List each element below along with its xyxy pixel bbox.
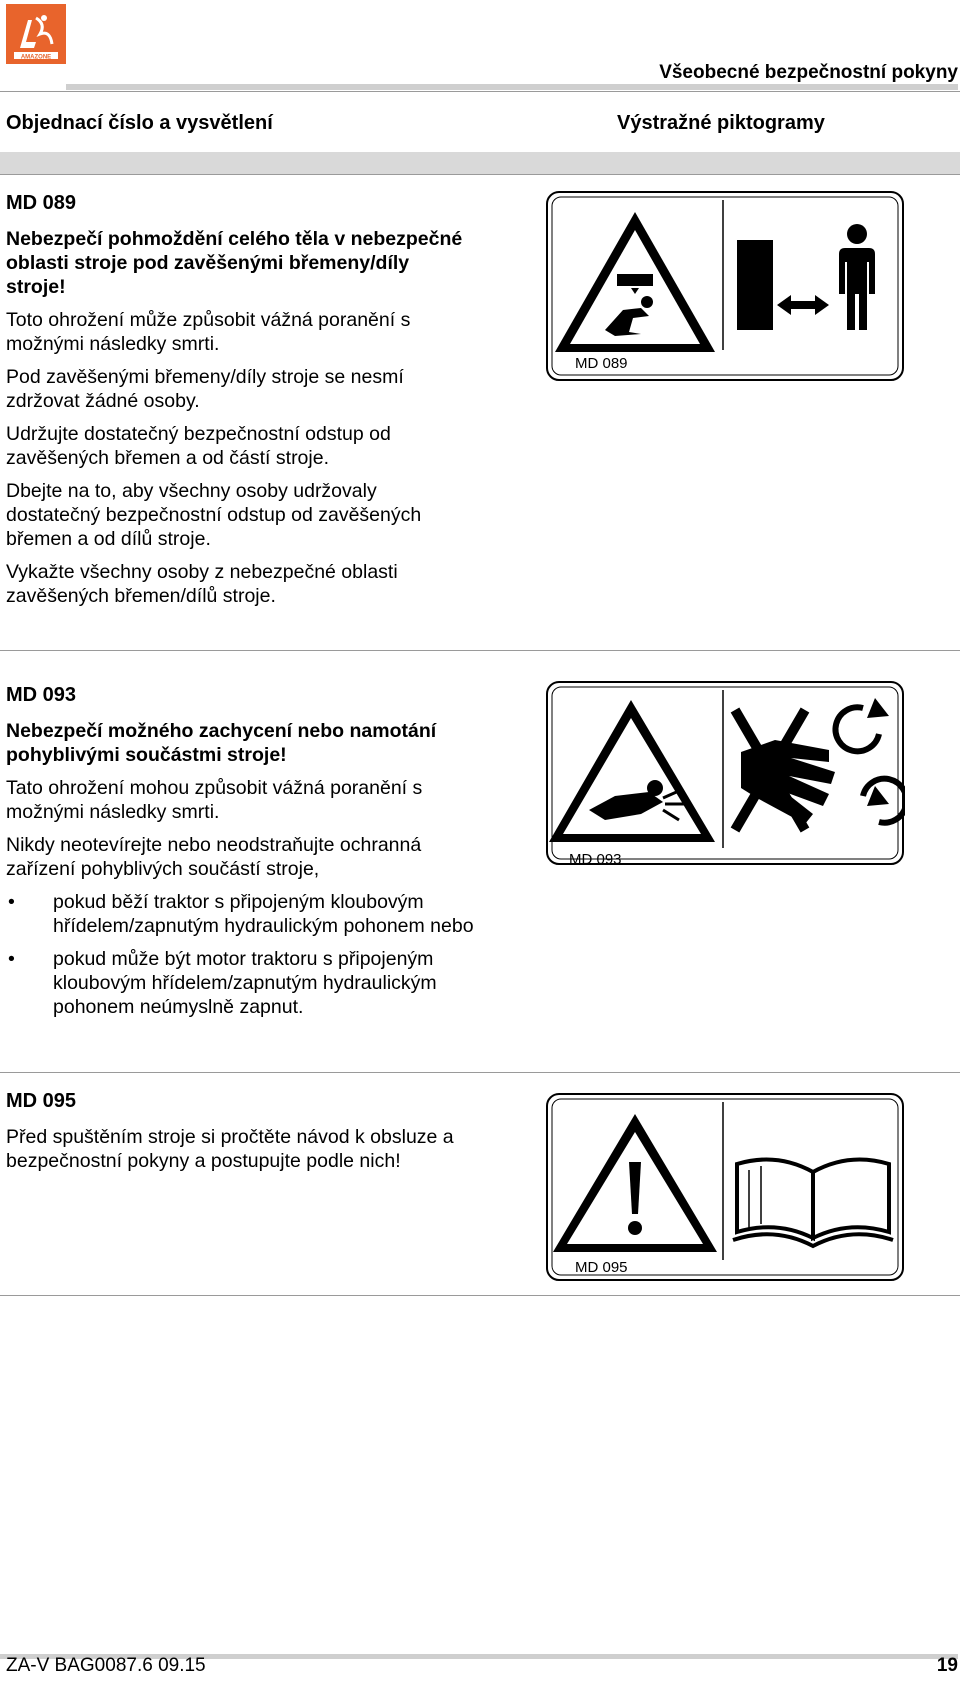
bullet-list xyxy=(6,890,474,1019)
pictogram-md-093 xyxy=(545,680,905,871)
section-divider xyxy=(0,1072,960,1073)
column-header-band xyxy=(0,152,960,174)
pictogram-code: MD 089 xyxy=(6,192,77,214)
list-item: • pokud běží traktor s připojeným kloubovým hřídelem/zapnutým hydraulickým pohonem nebo xyxy=(6,890,474,938)
document-id: ZA-V BAG0087.6 09.15 xyxy=(6,1655,206,1676)
pictogram-md-095 xyxy=(545,1092,905,1287)
header-divider xyxy=(0,91,960,92)
header-rule xyxy=(66,84,958,90)
section-divider xyxy=(0,650,960,651)
paragraph: Před spuštěním stroje si pročtěte návod k obsluze a bezpečnostní pokyny a postupujte podle nich! xyxy=(6,1126,454,1172)
list-item: • pokud může být motor traktoru s připojeným kloubovým hřídelem/zapnutým hydraulickým pohonem neúmyslně zapnut. xyxy=(6,947,474,1019)
page-number: 19 xyxy=(936,1655,958,1676)
column-header-right: Výstražné piktogramy xyxy=(617,112,825,134)
hazard-title: Nebezpečí pohmoždění celého těla v nebezpečné oblasti stroje pod zavěšenými břemeny/díly stroje! xyxy=(6,228,463,298)
paragraph: Dbejte na to, aby všechny osoby udržovaly dostatečný bezpečnostní odstup od zavěšených břemen a od dílů stroje. xyxy=(6,480,422,550)
paragraph: Vykažte všechny osoby z nebezpečné oblasti zavěšených břemen/dílů stroje. xyxy=(6,561,398,607)
column-header-left: Objednací číslo a vysvětlení xyxy=(6,112,273,134)
pictogram-label: MD 095 xyxy=(575,1259,628,1276)
pictogram-code: MD 095 xyxy=(6,1090,77,1112)
svg-text:AMAZONE: AMAZONE xyxy=(20,54,52,61)
paragraph: Toto ohrožení může způsobit vážná poranění s možnými následky smrti. xyxy=(6,309,411,355)
paragraph: Pod zavěšenými břemeny/díly stroje se nesmí zdržovat žádné osoby. xyxy=(6,366,404,412)
section-md-095 xyxy=(6,1090,474,1182)
pictogram-label: MD 093 xyxy=(569,851,622,866)
pictogram-code: MD 093 xyxy=(6,684,77,706)
hazard-title: Nebezpečí možného zachycení nebo namotání pohyblivými součástmi stroje! xyxy=(6,720,437,766)
band-divider xyxy=(0,174,960,175)
pictogram-label: MD 089 xyxy=(575,355,628,372)
paragraph: Udržujte dostatečný bezpečnostní odstup od zavěšených břemen a od částí stroje. xyxy=(6,423,391,469)
section-divider xyxy=(0,1295,960,1296)
section-md-089 xyxy=(6,192,474,617)
chapter-title: Všeobecné bezpečnostní pokyny xyxy=(659,62,958,83)
amazone-logo xyxy=(6,4,66,64)
section-md-093 xyxy=(6,684,474,1028)
paragraph: Tato ohrožení mohou způsobit vážná poranění s možnými následky smrti. xyxy=(6,777,423,823)
paragraph: Nikdy neotevírejte nebo neodstraňujte ochranná zařízení pohyblivých součástí stroje, xyxy=(6,834,422,880)
pictogram-md-089 xyxy=(545,190,905,387)
